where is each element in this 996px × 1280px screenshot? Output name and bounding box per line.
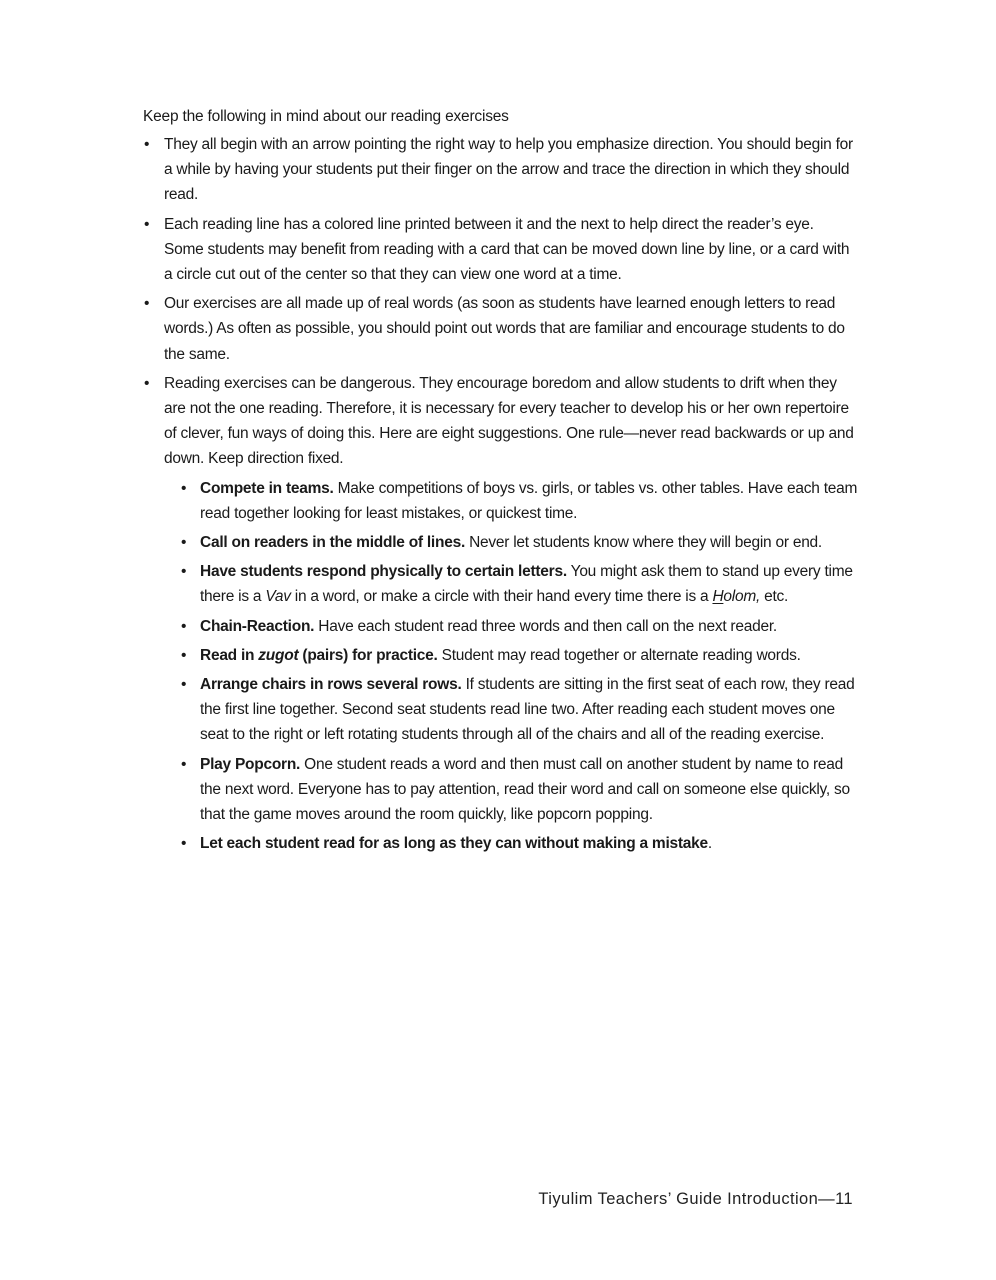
suggestion-text: Never let students know where they will begin or end. xyxy=(465,534,822,552)
suggestion-title: Let each student read for as long as they can without making a mistake xyxy=(200,835,708,853)
guideline-text: Reading exercises can be dangerous. They encourage boredom and allow students to drift when they are not the one reading. Therefore, it is necessary for every teacher to develop his or her own repertoire of clever, fun ways of doing this. Here are eight suggestions. One rule—never read backwards or up and down. Keep direction fixed. xyxy=(164,374,854,468)
holom-term-h: H xyxy=(712,588,724,606)
suggestion-text: Make competitions of boys vs. girls, or tables vs. other tables. Have each team read together looking for least mistakes, or quickest time. xyxy=(200,479,858,522)
suggestion-title: Compete in teams. xyxy=(200,479,334,497)
suggestion-item xyxy=(179,831,859,856)
suggestion-text: If students are sitting in the first seat of each row, they read the first line together. Second seat students read line two. After reading each student moves one seat to the right or left rotating students through all of the chairs and all of the reading exercise. xyxy=(200,676,855,744)
page-footer: Tiyulim Teachers’ Guide Introduction—11 xyxy=(538,1190,853,1208)
suggestion-title: Play Popcorn. xyxy=(200,755,301,773)
suggestion-item xyxy=(179,752,859,828)
suggestion-title: Arrange chairs in rows several rows. xyxy=(200,676,462,694)
suggestion-item xyxy=(179,643,859,668)
suggestion-item xyxy=(179,476,859,526)
guideline-item xyxy=(143,371,858,857)
suggestion-title: Chain-Reaction. xyxy=(200,617,315,635)
suggestion-item xyxy=(179,530,859,555)
suggestion-text: . xyxy=(707,835,712,853)
suggestion-text: Have each student read three words and then call on the next reader. xyxy=(314,617,777,635)
intro-heading: Keep the following in mind about our reading exercises xyxy=(143,108,509,125)
zugot-term: zugot xyxy=(258,646,299,664)
suggestions-list xyxy=(179,476,859,857)
suggestion-text: etc. xyxy=(760,588,789,606)
suggestion-text: in a word, or make a circle with their hand every time there is a xyxy=(290,588,713,606)
suggestion-item xyxy=(179,559,859,609)
guideline-item: • Each reading line has a colored line printed between it and the next to help direct the reader’s eye. Some students may benefit from reading with a card that can be moved down line by line, or a card with a circle cut out of the center so that they can view one word at a time. xyxy=(143,212,855,288)
guideline-item: • Our exercises are all made up of real words (as soon as students have learned enough letters to read words.) As often as possible, you should point out words that are familiar and encourage students to do the same. xyxy=(143,291,855,367)
suggestion-item xyxy=(179,614,859,639)
suggestion-title: Have students respond physically to certain letters. xyxy=(200,563,567,581)
suggestion-title: Call on readers in the middle of lines. xyxy=(200,534,466,552)
suggestion-text: You might ask them to stand up every time there is a xyxy=(200,563,853,606)
suggestion-title: (pairs) for practice. xyxy=(298,646,438,664)
suggestion-item xyxy=(179,672,859,748)
guideline-item: • They all begin with an arrow pointing the right way to help you emphasize direction. You should begin for a while by having your students put their finger on the arrow and trace the direction in which they should read. xyxy=(143,132,855,208)
guidelines-list xyxy=(143,132,858,860)
holom-term: olom, xyxy=(723,588,761,606)
suggestion-text: One student reads a word and then must call on another student by name to read the next word. Everyone has to pay attention, read their word and call on someone else quickly, so that the game moves around the room quickly, like popcorn popping. xyxy=(200,755,850,824)
suggestion-text: Student may read together or alternate reading words. xyxy=(437,646,801,664)
suggestion-title: Read in xyxy=(200,646,259,664)
vav-term: Vav xyxy=(265,588,291,606)
